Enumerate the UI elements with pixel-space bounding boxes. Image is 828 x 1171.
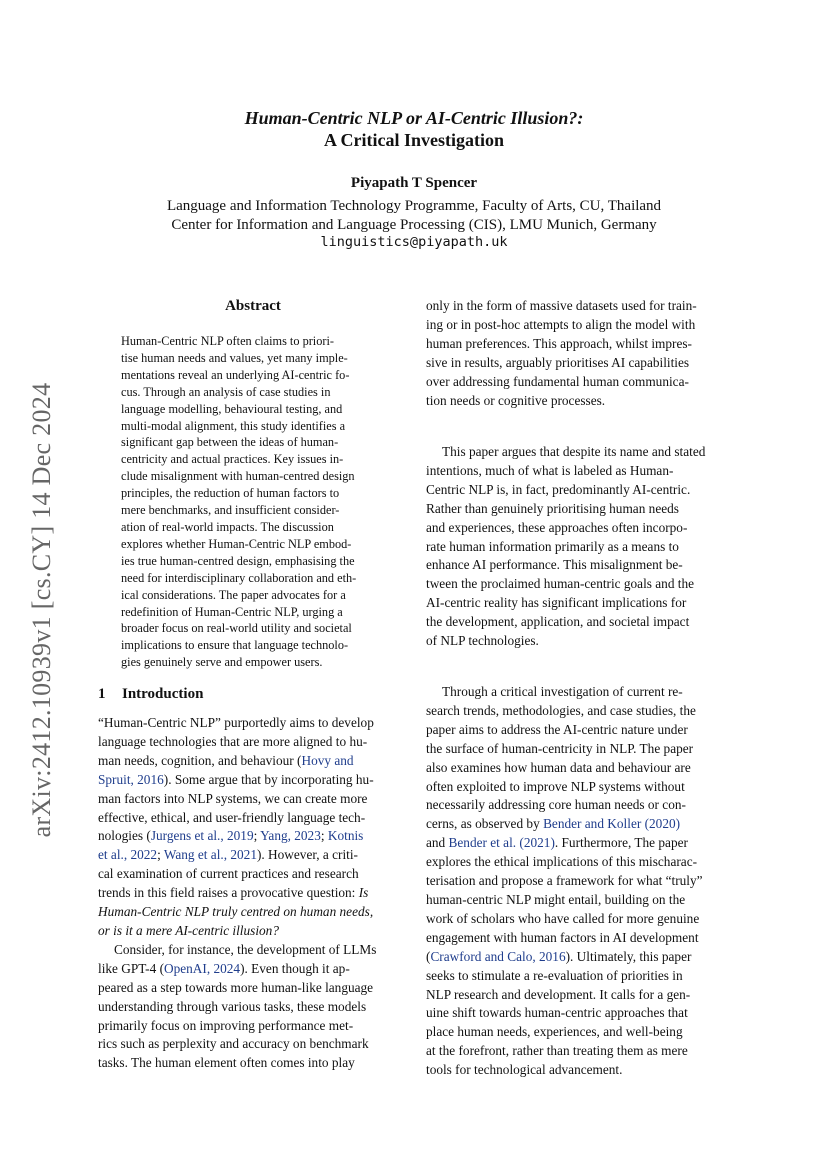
- abstract-line: multi-modal alignment, this study identifies a: [121, 418, 346, 433]
- body-line: the surface of human-centricity in NLP. The paper: [426, 740, 694, 756]
- abstract-line: centricity and actual practices. Key issues in-: [121, 452, 344, 467]
- body-line: intentions, much of what is labeled as Human-: [426, 462, 674, 478]
- body-line: understanding through various tasks, these models: [98, 998, 367, 1014]
- arxiv-identifier: arXiv:2412.10939v1 [cs.CY] 14 Dec 2024: [27, 382, 56, 838]
- citation-link[interactable]: Wang et al., 2021: [163, 847, 257, 863]
- body-line: sive in results, arguably prioritises AI capabilities: [426, 354, 690, 370]
- body-line: et al., 2022; Wang et al., 2021). However, a criti-: [98, 847, 358, 863]
- paper-title-line1: Human-Centric NLP or AI-Centric Illusion?:: [244, 108, 584, 128]
- body-line: tween the proclaimed human-centric goals and the: [426, 576, 695, 592]
- body-line: Human-Centric NLP truly centred on human needs,: [98, 904, 374, 920]
- body-line: the development, application, and societal impact: [426, 614, 690, 630]
- arxiv-sidebar: [20, 360, 60, 860]
- body-line: only in the form of massive datasets used for train-: [426, 298, 697, 313]
- body-line: or is it a mere AI-centric illusion?: [98, 922, 279, 938]
- citation-link[interactable]: et al., 2022: [98, 847, 158, 863]
- body-line: of NLP technologies.: [426, 633, 539, 649]
- body-line: human-centric NLP might entail, building on the: [426, 891, 686, 907]
- right-column-paragraph-1: [426, 297, 732, 410]
- body-line: “Human-Centric NLP” purportedly aims to develop: [98, 715, 374, 730]
- body-line: Through a critical investigation of current re-: [442, 684, 683, 699]
- abstract-body: [121, 333, 377, 671]
- introduction-column-left: [98, 714, 406, 1073]
- abstract-line: ation of real-world impacts. The discussion: [121, 519, 334, 534]
- body-line: (Crawford and Calo, 2016). Ultimately, this paper: [426, 948, 692, 964]
- author-affiliation-2: Center for Information and Language Processing (CIS), LMU Munich, Germany: [171, 217, 657, 233]
- abstract-line: tise human needs and values, yet many imple-: [121, 350, 348, 365]
- body-line: Consider, for instance, the development of LLMs: [114, 941, 377, 957]
- abstract-line: Human-Centric NLP often claims to priori-: [121, 334, 334, 348]
- body-line: paper aims to address the AI-centric nature under: [426, 721, 688, 737]
- right-column-paragraph-2: [426, 443, 732, 651]
- section-heading-introduction: [98, 686, 203, 703]
- body-line: over addressing fundamental human communica-: [426, 373, 689, 389]
- body-line: primarily focus on improving performance met-: [98, 1017, 354, 1033]
- body-line: man needs, cognition, and behaviour (Hovy and: [98, 752, 354, 768]
- body-line: trends in this field raises a provocative question: Is: [98, 885, 369, 901]
- body-line: peared as a step towards more human-like language: [98, 979, 374, 995]
- abstract-line: principles, the reduction of human factors to: [121, 486, 340, 501]
- body-line: human preferences. This approach, whilst impres-: [426, 335, 692, 351]
- body-line: place human needs, experiences, and well-being: [426, 1024, 683, 1040]
- body-line: search trends, methodologies, and case studies, the: [426, 702, 696, 718]
- author-name: Piyapath T Spencer: [350, 175, 478, 191]
- body-line: uine shift towards human-centric approaches that: [426, 1005, 688, 1021]
- body-line: like GPT-4 (OpenAI, 2024). Even though it ap-: [98, 960, 350, 976]
- abstract-line: broader focus on real-world utility and societal: [121, 621, 352, 636]
- body-line: seeks to stimulate a re-evaluation of priorities in: [426, 967, 683, 983]
- section-number: 1: [98, 686, 106, 702]
- citation-link[interactable]: Bender and Koller (2020): [543, 816, 681, 832]
- citation-link[interactable]: Kotnis: [327, 828, 364, 844]
- citation-link[interactable]: Spruit, 2016: [98, 771, 164, 787]
- author-email: linguistics@piyapath.uk: [320, 234, 508, 250]
- body-line: language technologies that are more aligned to hu-: [98, 733, 368, 749]
- abstract-line: redefinition of Human-Centric NLP, urging a: [121, 604, 343, 619]
- body-line: explores the ethical implications of this mischarac-: [426, 854, 698, 870]
- body-line: effective, ethical, and user-friendly language tech-: [98, 809, 366, 825]
- body-line: Centric NLP is, in fact, predominantly AI-centric.: [426, 481, 691, 497]
- body-line: terisation and propose a framework for what “truly”: [426, 873, 703, 889]
- abstract-line: mere benchmarks, and insufficient consider-: [121, 503, 340, 518]
- citation-link[interactable]: Hovy and: [301, 752, 354, 768]
- abstract-line: cus. Through an analysis of case studies in: [121, 384, 331, 399]
- body-line: tasks. The human element often comes into play: [98, 1055, 355, 1071]
- body-line: necessarily addressing core human needs or con-: [426, 797, 686, 813]
- body-line: This paper argues that despite its name and stated: [442, 444, 706, 459]
- body-line: work of scholars who have called for more genuine: [426, 910, 700, 926]
- body-line: Spruit, 2016). Some argue that by incorporating hu-: [98, 771, 374, 787]
- body-line: rate human information primarily as a means to: [426, 538, 679, 554]
- body-line: NLP research and development. It calls for a gen-: [426, 986, 691, 1002]
- abstract-line: need for interdisciplinary collaboration and eth-: [121, 570, 357, 585]
- body-line: tion needs or cognitive processes.: [426, 392, 606, 408]
- body-line: enhance AI performance. This misalignment be-: [426, 557, 683, 573]
- abstract-line: gies genuinely serve and empower users.: [121, 655, 323, 670]
- abstract-heading: Abstract: [225, 298, 281, 314]
- body-line: and Bender et al. (2021). Furthermore, The paper: [426, 835, 688, 851]
- abstract-line: ical considerations. The paper advocates for a: [121, 587, 346, 602]
- abstract-line: implications to ensure that language technolo-: [121, 638, 349, 653]
- body-line: AI-centric reality has significant implications for: [426, 595, 687, 611]
- paper-title-line2: A Critical Investigation: [324, 130, 504, 150]
- body-line: at the forefront, rather than treating them as mere: [426, 1043, 688, 1059]
- abstract-line: language modelling, behavioural testing, and: [121, 401, 343, 416]
- section-title: Introduction: [122, 686, 204, 702]
- abstract-line: mentations reveal an underlying AI-centric fo-: [121, 367, 350, 382]
- body-line: ing or in post-hoc attempts to align the model with: [426, 316, 696, 332]
- citation-link[interactable]: Yang, 2023: [260, 828, 321, 844]
- body-line: Rather than genuinely prioritising human needs: [426, 500, 679, 516]
- author-affiliation-1: Language and Information Technology Programme, Faculty of Arts, CU, Thailand: [166, 198, 662, 214]
- abstract-line: clude misalignment with human-centred design: [121, 469, 355, 484]
- body-line: man factors into NLP systems, we can create more: [98, 790, 368, 806]
- citation-link[interactable]: OpenAI, 2024: [164, 960, 241, 976]
- abstract-line: significant gap between the ideas of human-: [121, 435, 339, 450]
- body-line: cerns, as observed by Bender and Koller (2020): [426, 816, 681, 832]
- body-line: engagement with human factors in AI development: [426, 929, 699, 945]
- citation-link[interactable]: Crawford and Calo, 2016: [430, 948, 566, 964]
- body-line: often exploited to improve NLP systems without: [426, 778, 685, 794]
- body-line: tools for technological advancement.: [426, 1062, 623, 1078]
- body-line: cal examination of current practices and research: [98, 866, 359, 882]
- body-line: and experiences, these approaches often incorpo-: [426, 519, 688, 535]
- citation-link[interactable]: Jurgens et al., 2019: [150, 828, 254, 844]
- right-column-paragraph-3: [426, 683, 732, 1080]
- abstract-line: explores whether Human-Centric NLP embod-: [121, 536, 352, 551]
- body-line: rics such as perplexity and accuracy on benchmark: [98, 1036, 369, 1052]
- body-line: also examines how human data and behaviour are: [426, 759, 691, 775]
- citation-link[interactable]: Bender et al. (2021): [448, 835, 555, 851]
- abstract-line: ies true human-centred design, emphasising the: [121, 553, 355, 568]
- body-line: nologies (Jurgens et al., 2019; Yang, 2023; Kotnis: [98, 828, 364, 844]
